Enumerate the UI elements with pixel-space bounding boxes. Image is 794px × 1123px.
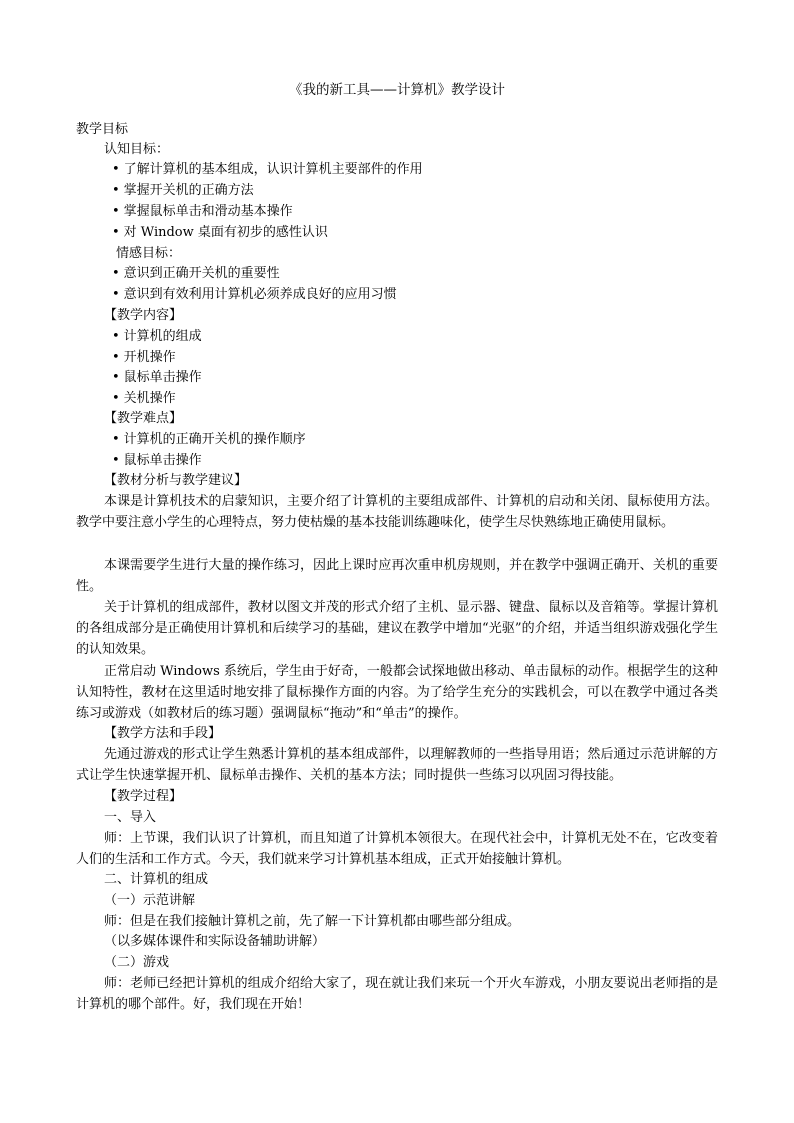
bullet-icon: • [112, 453, 120, 468]
subheading: 一、导入 [104, 810, 157, 825]
list-item: • 对 Window 桌面有初步的感性认识 [112, 225, 328, 240]
section-heading-process: 【教学过程】 [104, 789, 183, 804]
bullet-icon: • [112, 432, 120, 447]
subheading: （一）示范讲解 [104, 893, 196, 908]
list-item: • 意识到有效利用计算机必须养成良好的应用习惯 [112, 287, 397, 302]
subheading: 二、计算机的组成 [104, 872, 209, 887]
bullet-icon: • [112, 287, 120, 302]
section-heading-goals: 教学目标 [76, 122, 129, 137]
section-heading-difficulty: 【教学难点】 [104, 411, 183, 426]
section-heading-analysis: 【教材分析与教学建议】 [104, 473, 248, 488]
paragraph: 师：老师已经把计算机的组成介绍给大家了，现在就让我们来玩一个开火车游戏，小朋友要说出老师指的是计算机的哪个部件。好，我们现在开始！ [76, 976, 718, 1012]
bullet-icon: • [112, 204, 120, 219]
document-title: 《我的新工具——计算机》教学设计 [289, 82, 505, 98]
section-heading-methods: 【教学方法和手段】 [104, 726, 222, 741]
list-item: • 开机操作 [112, 350, 176, 365]
emotion-goals-label: 情感目标： [116, 246, 182, 261]
list-item: • 意识到正确开关机的重要性 [112, 266, 280, 281]
paragraph: 师：但是在我们接触计算机之前，先了解一下计算机都由哪些部分组成。 [104, 914, 521, 929]
list-item: • 掌握鼠标单击和滑动基本操作 [112, 204, 293, 219]
list-item: • 计算机的组成 [112, 329, 202, 344]
bullet-icon: • [112, 225, 120, 240]
section-heading-content: 【教学内容】 [104, 308, 183, 323]
bullet-icon: • [112, 266, 120, 281]
note: （以多媒体课件和实际设备辅助讲解） [104, 934, 326, 949]
list-item: • 了解计算机的基本组成，认识计算机主要部件的作用 [112, 162, 423, 177]
list-item: • 鼠标单击操作 [112, 370, 202, 385]
paragraph: 关于计算机的组成部件，教材以图文并茂的形式介绍了主机、显示器、键盘、鼠标以及音箱等。掌握计算机的各组成部分是正确使用计算机和后续学习的基础，建议在教学中增加“光驱”的介绍，并适当组织游戏强化学生的认知效果。 [76, 600, 718, 657]
paragraph: 本课需要学生进行大量的操作练习，因此上课时应再次重申机房规则，并在教学中强调正确开、关机的重要性。 [76, 558, 718, 594]
cognitive-goals-label: 认知目标： [104, 142, 170, 157]
bullet-icon: • [112, 329, 120, 344]
bullet-icon: • [112, 350, 120, 365]
bullet-icon: • [112, 162, 120, 177]
bullet-icon: • [112, 370, 120, 385]
list-item: • 掌握开关机的正确方法 [112, 183, 254, 198]
paragraph: 正常启动 Windows 系统后，学生由于好奇，一般都会试探地做出移动、单击鼠标的动作。根据学生的这种认知特性，教材在这里适时地安排了鼠标操作方面的内容。为了给学生充分的实践机会，可以在教学中通过各类练习或游戏（如教材后的练习题）强调鼠标“拖动”和“单击”的操作。 [76, 664, 718, 721]
paragraph: 本课是计算机技术的启蒙知识，主要介绍了计算机的主要组成部件、计算机的启动和关闭、鼠标使用方法。教学中要注意小学生的心理特点，努力使枯燥的基本技能训练趣味化，使学生尽快熟练地正确使用鼠标。 [76, 494, 718, 530]
paragraph: 先通过游戏的形式让学生熟悉计算机的基本组成部件，以理解教师的一些指导用语；然后通过示范讲解的方式让学生快速掌握开机、鼠标单击操作、关机的基本方法；同时提供一些练习以巩固习得技能。 [76, 747, 718, 783]
list-item: • 鼠标单击操作 [112, 453, 202, 468]
bullet-icon: • [112, 391, 120, 406]
subheading: （二）游戏 [104, 955, 170, 970]
paragraph: 师：上节课，我们认识了计算机，而且知道了计算机本领很大。在现代社会中，计算机无处不在，它改变着人们的生活和工作方式。今天，我们就来学习计算机基本组成，正式开始接触计算机。 [76, 831, 718, 867]
list-item: • 关机操作 [112, 391, 176, 406]
bullet-icon: • [112, 183, 120, 198]
list-item: • 计算机的正确开关机的操作顺序 [112, 432, 306, 447]
